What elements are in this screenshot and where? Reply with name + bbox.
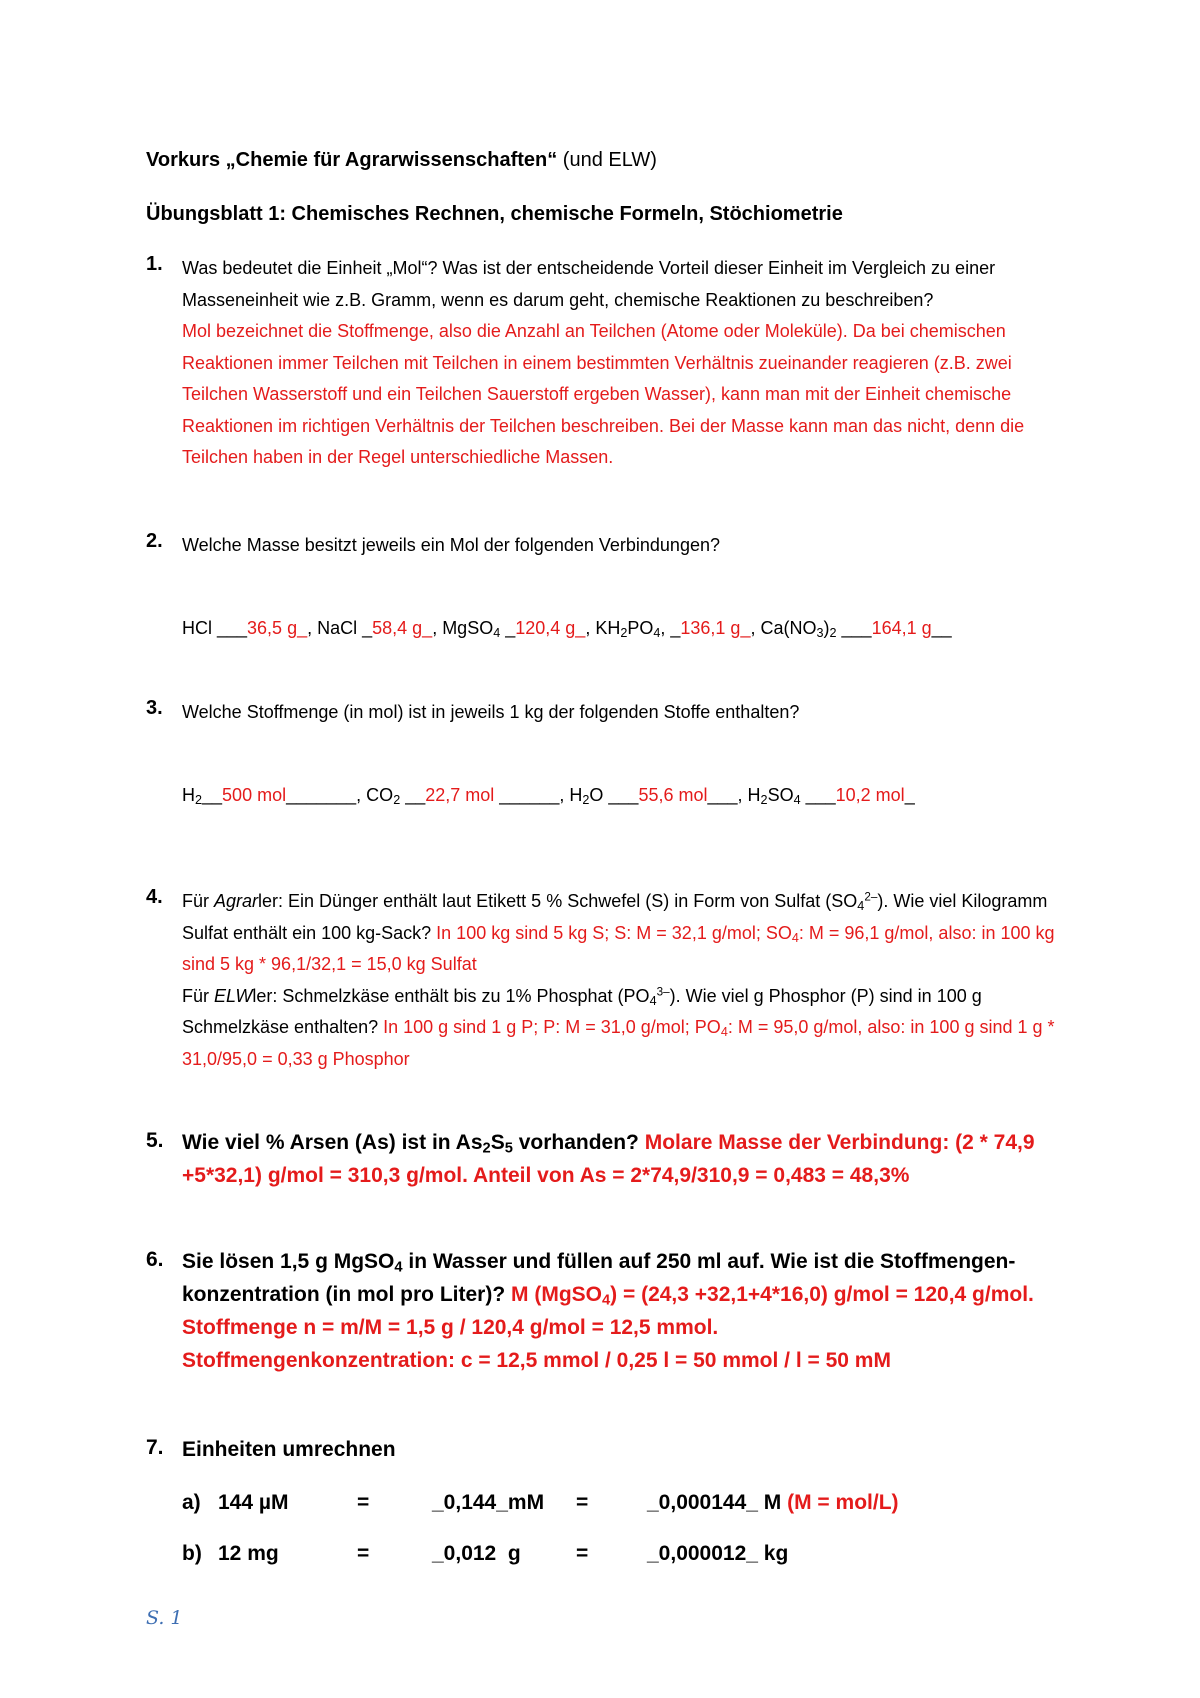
answer-nacl: 58,4 g_ [372,618,433,638]
question-5: Wie viel % Arsen (As) ist in $As_2S_5$ vorhanden? Molare Masse der Verbindung: (2 * 74,9 +5*32,1) g/mol = 310,3 g/mol. Anteil von As = 2*74,9/310,9 = 0,483 = 48,3% [182,1131,1035,1187]
answer-cano3: 164,1 g [871,618,932,638]
answer-h2: 500 mol [222,785,287,805]
answer-6-amount: Stoffmenge n = m/M = 1,5 g / 120,4 g/mol = 12,5 mmol. [182,1316,719,1339]
question-number-4: 4. [146,886,163,908]
question-4-elw: Für ELWler: Schmelzkäse enthält bis zu 1% Phosphat $(PO_4^{3-})$. Wie viel g Phosphor (P) sind in 100 g Schmelzkäse enthalten? In 100 g sind 1 g P; P: M = 31,0 g/mol; $PO_4$: M = 95,0 g/mol, also: in 100 g sind 1 g * 31,0/95,0 = 0,33 g Phosphor [182,985,1055,1069]
conversion-b-mid: _0,012 g [432,1542,521,1565]
worksheet-page: Vorkurs „Chemie für Agrarwissenschaften“ (und ELW) Übungsblatt 1: Chemisches Rechnen, chemische Formeln, Stöchiometrie 1. Was bedeutet die Einheit „Mol“? Was ist der entscheidende Vorteil dieser Einheit im Vergleich zu einer Masseneinheit wie z.B. Gramm, wenn es darum geht, chemische Reaktionen zu beschreiben? Mol bezeichnet die Stoffmenge, also die Anzahl an Teilchen (Atome oder Moleküle). Da bei chemischen Reaktionen immer Teilchen mit Teilchen in einem bestimmten Verhältnis zueinander reagieren (z.B. zwei Teilchen Wasserstoff und ein Teilchen Sauerstoff ergeben Wasser), kann man mit der Einheit chemische Reaktionen im richtigen Verhältnis der Teilchen beschreiben. Bei der Masse kann man das nicht, denn die Teilchen haben in der Regel unterschiedliche Massen. 2. Welche Masse besitzt jeweils ein Mol der folgenden Verbindungen? HCl ___36,5 g_, NaCl _58,4 g_, MgSO$_4$ _120,4 g_, $KH_2PO_4$, _136,1 g_, $Ca(NO_3)_2$ ___164,1 g__ 3. Welche Stoffmenge (in mol) ist in jeweils 1 kg der folgenden Stoffe enthalten? $H_2\_\_500$ mol_______, $CO_2$ __22,7 mol ______, $H_2O$ ___55,6 mol___, $H_2SO_4$ ___10,2 mol_ 4. Für Agrarler: Ein Dünger enthält laut Etikett 5 % Schwefel (S) in Form von Sulfat $(SO_4^{2-})$. Wie viel Kilogramm Sulfat enthält ein 100 kg-Sack? In 100 kg sind 5 kg S; S: M = 32,1 g/mol; $SO_4$: M = 96,1 g/mol, also: in 100 kg sind 5 kg * 96,1/32,1 = 15,0 kg Sulfat Für ELWler: Schmelzkäse enthält bis zu 1% Phosphat $(PO_4^{3-})$. Wie viel g Phosphor (P) sind in 100 g Schmelzkäse enthalten? In 100 g sind 1 g P; P: M = 31,0 g/mol; $PO_4$: M = 95,0 g/mol, also: in 100 g sind 1 g * 31,0/95,0 = 0,33 g Phosphor 5. Wie viel % Arsen (As) ist in $As_2S_5$ vorhanden? Molare Masse der Verbindung: (2 * 74,9 +5*32,1) g/mol = 310,3 g/mol. Anteil von As = 2*74,9/310,9 = 0,483 = 48,3% 6. Sie lösen 1,5 g MgSO$_4$ in Wasser und füllen auf 250 ml auf. Wie ist die Stoffmengen-konzentration (in mol pro Liter)? M (MgSO$_4$) = (24,3 +32,1+4*16,0) g/mol = 120,4 g/mol. Stoffmenge n = m/M = 1,5 g / 120,4 g/mol = 12,5 mmol. Stoffmengenkonzentration: c = 12,5 mmol / 0,25 l = 50 mmol / l = 50 mM 7. Einheiten umrechnen a) 144 µM = _0,144_mM = _0,000144_ M (M = mol/L) b) 12 mg = _0,012 g = _0,000012_ kg S. 1 [0,0,1200,1698]
conversion-a-value: 144 µM [218,1491,289,1514]
question-3-text: Welche Stoffmenge (in mol) ist in jeweils 1 kg der folgenden Stoffe enthalten? [182,702,800,722]
question-2-text: Welche Masse besitzt jeweils ein Mol der folgenden Verbindungen? [182,535,720,555]
question-number-3: 3. [146,697,163,719]
answer-h2o: 55,6 mol [638,785,708,805]
answer-mgso4: 120,4 g_ [515,618,586,638]
question-1 [182,253,1078,474]
conversion-a-right: _0,000144_ M [647,1491,782,1514]
question-number-7: 7. [146,1436,164,1459]
answer-4-elw: In 100 g sind 1 g P; P: M = 31,0 g/mol; $PO_4$: M = 95,0 g/mol, also: in 100 g sind 1 g * 31,0/95,0 = 0,33 g Phosphor [182,1017,1055,1069]
conversion-a-mid: _0,144_mM [432,1491,545,1514]
question-4 [182,886,1078,1075]
question-number-2: 2. [146,530,163,552]
answer-h2so4: 10,2 mol [835,785,905,805]
page-title: Vorkurs „Chemie für Agrarwissenschaften“ (und ELW) [146,149,657,171]
answer-5: Molare Masse der Verbindung: (2 * 74,9 +5*32,1) g/mol = 310,3 g/mol. Anteil von As = 2*74,9/310,9 = 0,483 = 48,3% [182,1131,1035,1187]
question-7-title: Einheiten umrechnen [182,1438,396,1461]
answer-hcl: 36,5 g_ [247,618,308,638]
answer-kh2po4: 136,1 g_ [680,618,751,638]
question-4-agrar: Für Agrarler: Ein Dünger enthält laut Etikett 5 % Schwefel (S) in Form von Sulfat $(SO_4^{2-})$. Wie viel Kilogramm Sulfat enthält ein 100 kg-Sack? In 100 kg sind 5 kg S; S: M = 32,1 g/mol; $SO_4$: M = 96,1 g/mol, also: in 100 kg sind 5 kg * 96,1/32,1 = 15,0 kg Sulfat [182,890,1055,974]
page-number: S. 1 [146,1607,183,1629]
answer-6-molar-mass: M (MgSO$_4$) = (24,3 +32,1+4*16,0) g/mol = 120,4 g/mol. [511,1283,1034,1309]
conversion-a-note: (M = mol/L) [781,1491,899,1514]
question-number-1: 1. [146,253,163,275]
conversion-b-right: _0,000012_ kg [647,1542,789,1565]
question-6: Sie lösen 1,5 g MgSO$_4$ in Wasser und füllen auf 250 ml auf. Wie ist die Stoffmengen-konzentration (in mol pro Liter)? M (MgSO$_4$) = (24,3 +32,1+4*16,0) g/mol = 120,4 g/mol. Stoffmenge n = m/M = 1,5 g / 120,4 g/mol = 12,5 mmol. Stoffmengenkonzentration: c = 12,5 mmol / 0,25 l = 50 mmol / l = 50 mM [182,1245,1078,1377]
question-number-5: 5. [146,1129,164,1152]
conversion-b-value: 12 mg [218,1542,279,1565]
answer-6-concentration: Stoffmengenkonzentration: c = 12,5 mmol / 0,25 l = 50 mmol / l = 50 mM [182,1349,891,1372]
answer-1: Mol bezeichnet die Stoffmenge, also die Anzahl an Teilchen (Atome oder Moleküle). Da bei chemischen Reaktionen immer Teilchen mit Teilchen in einem bestimmten Verhältnis zueinander reagieren (z.B. zwei Teilchen Wasserstoff und ein Teilchen Sauerstoff ergeben Wasser), kann man mit der Einheit chemische Reaktionen im richtigen Verhältnis der Teilchen beschreiben. Bei der Masse kann man das nicht, denn die Teilchen haben in der Regel unterschiedliche Massen. [182,321,1025,467]
question-1-text: Was bedeutet die Einheit „Mol“? Was ist der entscheidende Vorteil dieser Einheit im Vergleich zu einer Masseneinheit wie z.B. Gramm, wenn es darum geht, chemische Reaktionen zu beschreiben? [182,258,996,310]
answer-4-agrar: In 100 kg sind 5 kg S; S: M = 32,1 g/mol; $SO_4$: M = 96,1 g/mol, also: in 100 kg sind 5 kg * 96,1/32,1 = 15,0 kg Sulfat [182,922,1055,974]
question-number-6: 6. [146,1248,164,1271]
question-2-answers: HCl ___36,5 g_, NaCl _58,4 g_, MgSO$_4$ _120,4 g_, $KH_2PO_4$, _136,1 g_, $Ca(NO_3)_2$ ___164,1 g__ [182,618,952,641]
answer-co2: 22,7 mol [425,785,500,805]
page-subtitle: Übungsblatt 1: Chemisches Rechnen, chemische Formeln, Stöchiometrie [146,203,843,225]
question-3-answers: $H_2\_\_500$ mol_______, $CO_2$ __22,7 mol ______, $H_2O$ ___55,6 mol___, $H_2SO_4$ ___10,2 mol_ [182,785,915,808]
